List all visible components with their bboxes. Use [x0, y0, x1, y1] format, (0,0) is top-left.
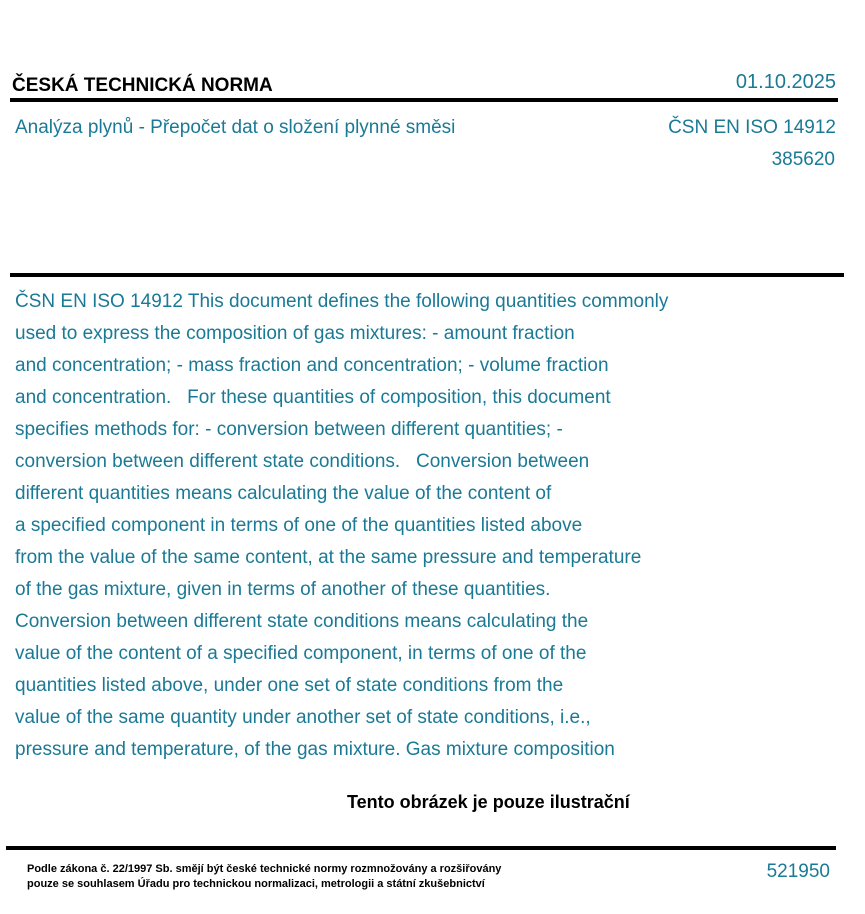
legal-notice [27, 862, 501, 892]
abstract-line: of the gas mixture, given in terms of another of these quantities. [15, 579, 551, 600]
abstract-line: specifies methods for: - conversion between different quantities; - [15, 419, 563, 440]
abstract-line: quantities listed above, under one set of state conditions from the [15, 675, 564, 696]
document-subtitle: Analýza plynů - Přepočet dat o složení plynné směsi [15, 117, 456, 138]
classification-number: 385620 [771, 149, 835, 170]
abstract-line: and concentration; - mass fraction and concentration; - volume fraction [15, 355, 609, 376]
footer-divider [6, 846, 836, 850]
abstract-line: a specified component in terms of one of the quantities listed above [15, 515, 583, 536]
abstract-line: different quantities means calculating the value of the content of [15, 483, 552, 504]
abstract-line: pressure and temperature, of the gas mixture. Gas mixture composition [15, 739, 615, 760]
illustration-notice: Tento obrázek je pouze ilustrační [347, 792, 630, 812]
document-abstract [15, 286, 775, 766]
document-number: 521950 [766, 861, 830, 882]
abstract-line: value of the content of a specified component, in terms of one of the [15, 643, 587, 664]
header-divider [10, 98, 838, 102]
abstract-line: ČSN EN ISO 14912 This document defines the following quantities commonly [15, 291, 669, 312]
abstract-line: conversion between different state conditions. Conversion between [15, 451, 590, 472]
legal-notice-line-1: Podle zákona č. 22/1997 Sb. smějí být české technické normy rozmnožovány a rozšiřovány [27, 863, 502, 875]
abstract-line: value of the same quantity under another set of state conditions, i.e., [15, 707, 591, 728]
abstract-line: Conversion between different state conditions means calculating the [15, 611, 589, 632]
publication-date: 01.10.2025 [735, 71, 836, 93]
legal-notice-line-2: pouze se souhlasem Úřadu pro technickou normalizaci, metrologii a státní zkušebnictví [27, 878, 485, 890]
standard-code: ČSN EN ISO 14912 [668, 117, 836, 138]
abstract-line: used to express the composition of gas mixtures: - amount fraction [15, 323, 575, 344]
abstract-line: and concentration. For these quantities of composition, this document [15, 387, 611, 408]
abstract-line: from the value of the same content, at the same pressure and temperature [15, 547, 642, 568]
brand-title: ČESKÁ TECHNICKÁ NORMA [12, 75, 273, 96]
section-divider [10, 273, 844, 277]
